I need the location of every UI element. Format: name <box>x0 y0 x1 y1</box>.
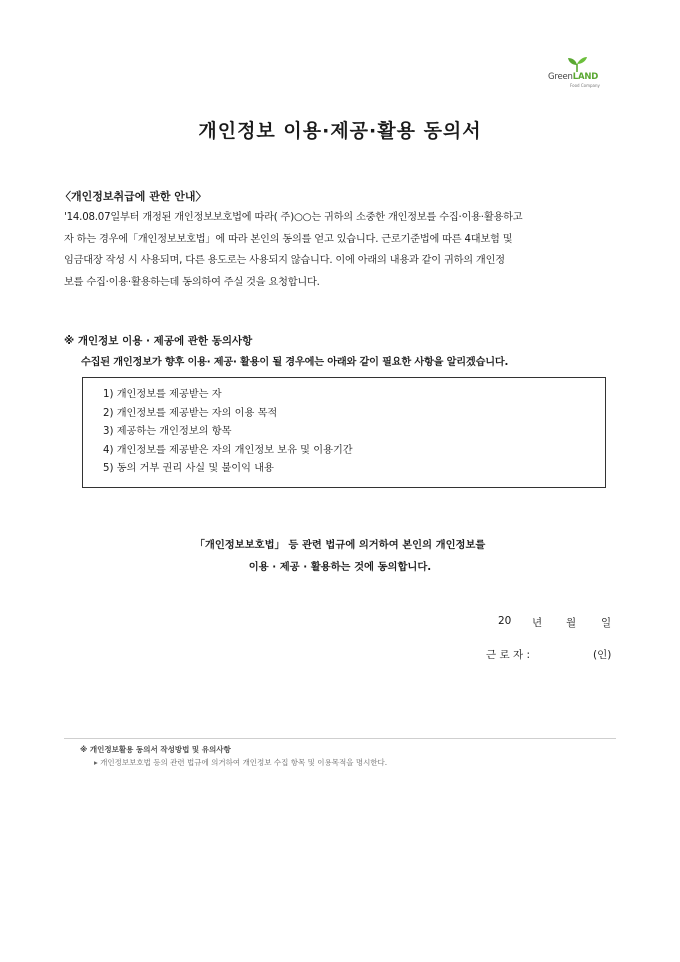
guide-line: '14.08.07일부터 개정된 개인정보보호법에 따라( 주)○○는 귀하의 소중한 개인정보를 수집·이용·활용하고 <box>64 212 523 223</box>
seal-label: (인) <box>593 649 612 661</box>
list-item: 5) 동의 거부 권리 사실 및 불이익 내용 <box>103 463 274 474</box>
consent-heading: ※ 개인정보 이용 · 제공에 관한 동의사항 <box>64 335 253 347</box>
year-prefix: 20 <box>498 615 512 627</box>
document-title: 개인정보 이용·제공·활용 동의서 <box>198 120 482 142</box>
day-label: 일 <box>601 617 612 629</box>
month-label: 월 <box>566 617 577 629</box>
sprout-icon <box>566 56 588 72</box>
guide-line: 임금대장 작성 시 사용되며, 다른 용도로는 사용되지 않습니다. 이에 아래의 내용과 같이 귀하의 개인정 <box>64 255 505 267</box>
logo-name-highlight: LAND <box>572 72 599 82</box>
list-item: 3) 제공하는 개인정보의 항목 <box>103 426 232 437</box>
agreement-line: 「개인정보보호법」 등 관련 법규에 의거하여 본인의 개인정보를 <box>194 539 486 551</box>
footer-note: ▸ 개인정보보호법 등의 관련 법규에 의거하여 개인정보 수집 항목 및 이용목적을 명시한다. <box>94 758 388 767</box>
guide-line: 보를 수집·이용·활용하는데 동의하여 주실 것을 요청합니다. <box>64 277 320 289</box>
logo-subtitle: Food Company <box>570 83 600 88</box>
guide-heading: 〈개인정보취급에 관한 안내〉 <box>60 190 207 203</box>
consent-items-list <box>103 386 353 479</box>
guide-body <box>64 207 624 294</box>
footer-divider <box>64 738 616 739</box>
list-item: 2) 개인정보를 제공받는 자의 이용 목적 <box>103 407 278 419</box>
company-logo <box>548 56 608 86</box>
consent-description: 수집된 개인정보가 향후 이용· 제공· 활용이 될 경우에는 아래와 같이 필요한 사항을 알리겠습니다. <box>81 357 509 368</box>
list-item: 1) 개인정보를 제공받는 자 <box>103 389 222 400</box>
guide-line: 자 하는 경우에「개인정보보호법」에 따라 본인의 동의를 얻고 있습니다. 근로기준법에 따른 4대보험 및 <box>64 233 513 245</box>
worker-label: 근 로 자 : <box>486 649 530 661</box>
list-item: 4) 개인정보를 제공받은 자의 개인정보 보유 및 이용기간 <box>103 444 353 456</box>
logo-wordmark <box>548 72 598 82</box>
year-label: 년 <box>532 617 543 629</box>
agreement-line: 이용 · 제공 · 활용하는 것에 동의합니다. <box>248 561 432 573</box>
consent-items-box <box>82 377 606 488</box>
footer-heading: ※ 개인정보활용 동의서 작성방법 및 유의사항 <box>80 745 231 754</box>
agreement-statement <box>0 534 680 578</box>
logo-name-prefix: Green <box>548 72 573 82</box>
